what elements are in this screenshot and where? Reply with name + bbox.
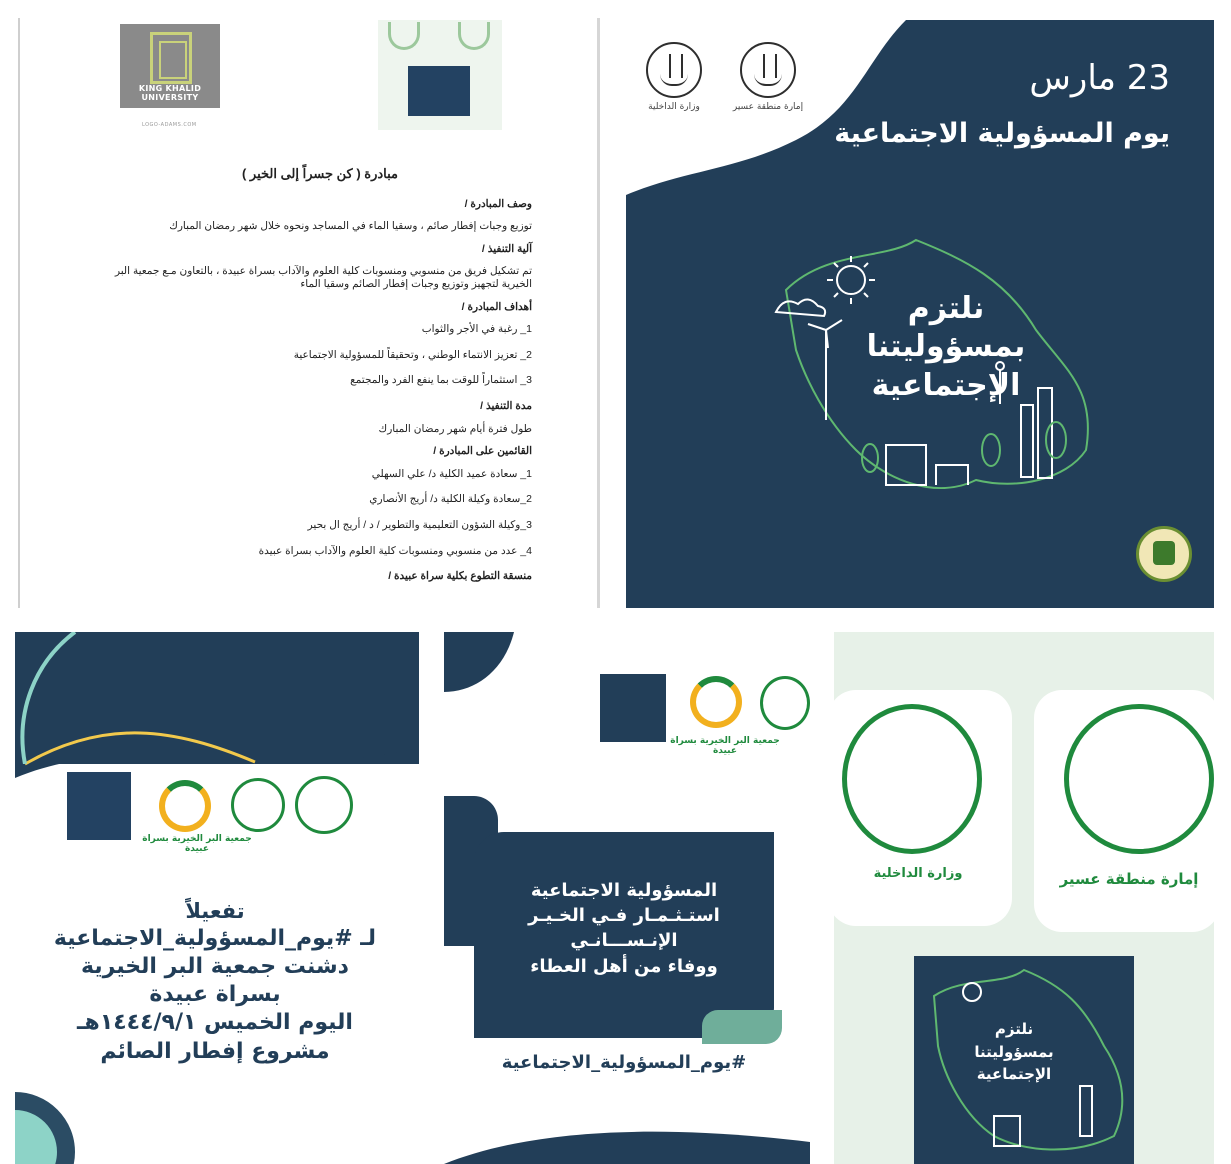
headline-line: بمسؤوليتنا	[866, 329, 1026, 365]
announcement-text	[45, 898, 385, 1066]
mini-campaign-poster	[378, 20, 502, 130]
statement-line: ووفاء من أهل العطاء	[530, 955, 718, 977]
poster-day-name: يوم المسؤولية الاجتماعية	[834, 118, 1170, 149]
emblem-caption: إمارة منطقة عسير	[732, 102, 804, 112]
poster-headline	[836, 290, 1056, 405]
poster-date: 23 مارس	[1029, 58, 1170, 98]
list-item: 1_ رغبة في الأجر والثواب	[421, 323, 532, 336]
iftar-announcement	[15, 632, 419, 1164]
charity-logo-icon	[690, 676, 742, 728]
announcement-line: دشنت جمعية البر الخيرية بسراة عبيدة	[81, 954, 349, 1008]
section-heading: آلية التنفيذ /	[481, 242, 532, 255]
initiative-document	[18, 18, 600, 608]
headline-line: نلتزم	[994, 1020, 1034, 1038]
bottom-wave	[444, 1122, 810, 1164]
statement-text	[492, 878, 756, 979]
list-item: 1_ سعادة عميد الكلية د/ علي السهلي	[371, 467, 532, 480]
list-item: 2_سعادة وكيلة الكلية د/ أريج الأنصاري	[369, 493, 532, 506]
campaign-tile	[67, 772, 131, 840]
headline-line: الإجتماعية	[871, 367, 1021, 403]
university-calligraphy-icon	[150, 32, 192, 84]
section-text: تم تشكيل فريق من منسوبي ومنسوبات كلية العلوم والآداب بسراة عبيدة ، بالتعاون مـع جمعية البر الخيرية لتجهيز وتوزيع وجبات إفطار الصائم وسقيا الماء	[114, 265, 532, 290]
asir-emblem-icon	[295, 776, 353, 834]
section-text: توزيع وجبات إفطار صائم ، وسقيا الماء في المساجد ونحوه خلال شهر رمضان المبارك	[169, 220, 532, 233]
ministry-emblem-icon	[842, 704, 982, 854]
decorative-circle	[15, 1092, 75, 1164]
list-item: 3_وكيلة الشؤون التعليمية والتطوير / د / أريج ال بحير	[307, 518, 532, 531]
tile-headline	[944, 1018, 1084, 1086]
statement-line: الإنـســـانـي	[570, 930, 678, 952]
page-edge-left	[18, 18, 20, 608]
social-responsibility-poster	[626, 20, 1214, 608]
headline-line: نلتزم	[907, 291, 985, 326]
emblem-caption: وزارة الداخلية	[873, 866, 963, 881]
announcement-line: تفعيلاً	[185, 899, 245, 923]
asir-emblem-icon	[740, 42, 796, 98]
page-edge-right	[597, 18, 600, 608]
ministry-emblem-icon	[231, 778, 285, 832]
emblem-card	[834, 690, 1012, 926]
university-name: KING KHALID UNIVERSITY	[138, 84, 202, 102]
section-heading: أهداف المبادرة /	[461, 300, 532, 313]
college-badge-icon	[1136, 526, 1192, 582]
document-body	[108, 166, 532, 593]
king-khalid-university-logo	[120, 24, 220, 108]
hashtag: #يوم_المسؤولية_الاجتماعية	[501, 1052, 747, 1073]
list-item: 3_ استثماراً للوقت بما ينفع الفرد والمجتمع	[350, 374, 532, 387]
accent-tab	[702, 1010, 782, 1044]
responsibility-statement	[444, 632, 810, 1164]
emblems-collage	[834, 632, 1214, 1164]
section-heading: وصف المبادرة /	[464, 197, 532, 210]
section-text: طول فترة أيام شهر رمضان المبارك	[378, 422, 532, 435]
partner-logos	[65, 772, 365, 854]
emblem-card	[1034, 690, 1214, 932]
list-item: 2_ تعزيز الانتماء الوطني ، وتحقيقاً للمسؤولية الاجتماعية	[293, 348, 532, 361]
announcement-line: اليوم الخميس ١٤٤٤/٩/١هـ	[77, 1010, 353, 1036]
ministry-emblem-icon	[760, 676, 810, 730]
asir-emblem-icon	[1064, 704, 1214, 854]
header-arc	[15, 632, 85, 764]
charity-logo-icon	[159, 780, 211, 832]
campaign-tile	[408, 66, 470, 116]
section-heading: منسقة التطوع بكلية سراة عبيدة /	[388, 570, 532, 583]
statement-line: استـثـمـار فـي الخـيـر	[528, 905, 720, 927]
headline-line: بمسؤوليتنا	[974, 1042, 1054, 1061]
logo-source: LOGO-ADAMS.COM	[142, 122, 197, 128]
campaign-tile	[600, 674, 666, 742]
announcement-line: لـ #يوم_المسؤولية_الاجتماعية	[53, 925, 377, 951]
announcement-line: مشروع إفطار الصائم	[100, 1038, 330, 1064]
charity-name: جمعية البر الخيرية بسراة عبيدة	[670, 736, 780, 756]
section-heading: القائمين على المبادرة /	[433, 445, 532, 458]
document-title: مبادرة ( كن جسراً إلى الخير )	[241, 166, 399, 181]
emblem-icon	[388, 22, 420, 50]
headline-line: الإجتماعية	[976, 1065, 1052, 1083]
emblem-icon	[458, 22, 490, 50]
list-item: 4_ عدد من منسوبي ومنسوبات كلية العلوم والآداب بسراة عبيدة	[258, 544, 532, 557]
statement-line: المسؤولية الاجتماعية	[530, 880, 718, 901]
charity-name: جمعية البر الخيرية بسراة عبيدة	[142, 834, 252, 854]
emblem-caption: وزارة الداخلية	[648, 102, 700, 112]
ministry-emblem-icon	[646, 42, 702, 98]
emblem-caption: إمارة منطقة عسير	[1059, 870, 1199, 888]
section-heading: مدة التنفيذ /	[480, 399, 532, 412]
